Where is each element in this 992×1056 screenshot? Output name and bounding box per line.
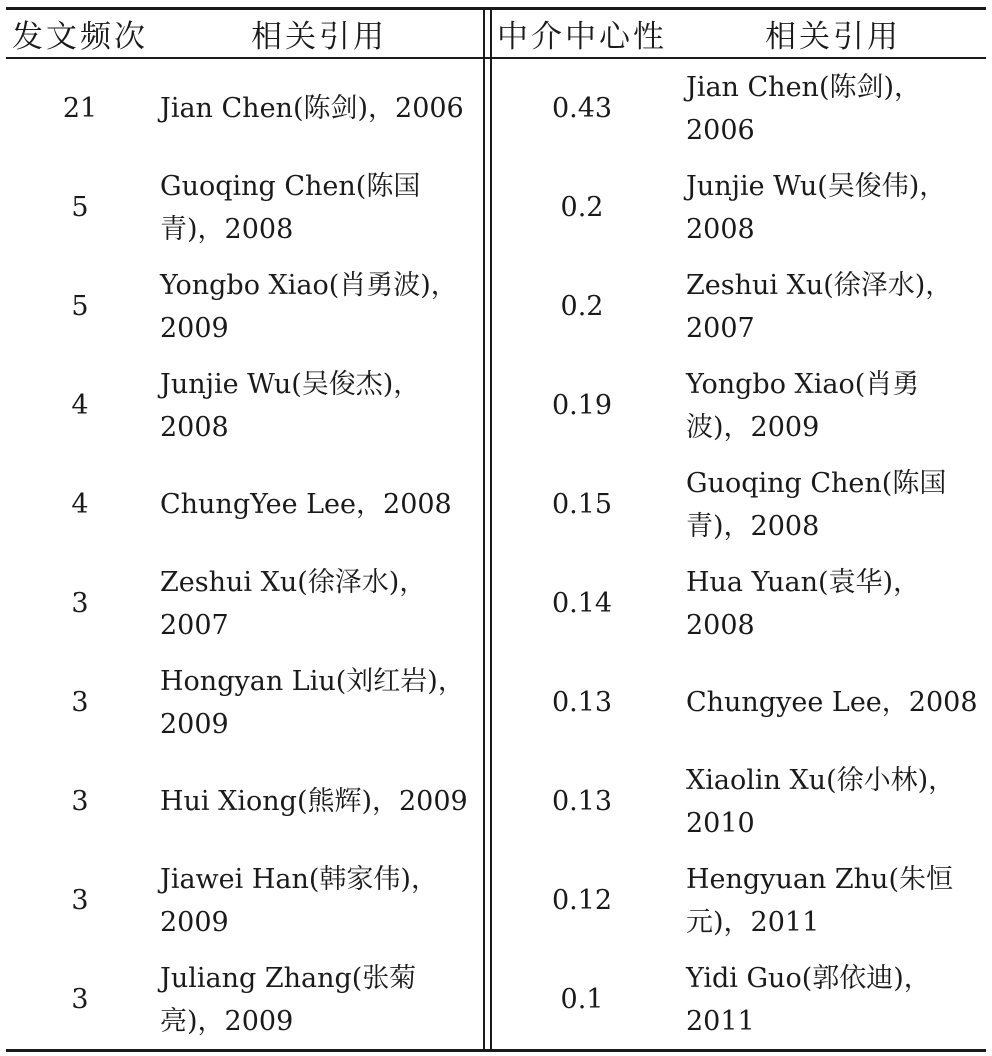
freq-cell: 5	[71, 291, 89, 322]
citation-cell: Chungyee Lee，2008	[686, 687, 978, 718]
table-row	[6, 950, 986, 1049]
citation-cell: Guoqing Chen(陈国青)，2008	[160, 170, 421, 245]
table-row	[6, 653, 986, 752]
table-row	[6, 752, 986, 851]
freq-cell: 4	[71, 489, 89, 520]
centrality-cell: 0.13	[551, 687, 613, 718]
header-frequency: 发文频次	[12, 19, 148, 55]
header-centrality: 中介中心性	[497, 19, 667, 55]
centrality-cell: 0.15	[551, 489, 613, 520]
centrality-cell: 0.13	[551, 786, 613, 817]
citation-cell: Jian Chen(陈剑)，2006	[686, 71, 922, 146]
centrality-cell: 0.19	[551, 390, 613, 421]
citation-cell: Yidi Guo(郭依迪)，2011	[686, 962, 931, 1037]
centrality-cell: 0.14	[551, 588, 613, 619]
citation-cell: Jiawei Han(韩家伟)，2009	[160, 863, 438, 938]
table-row	[6, 257, 986, 356]
citation-cell: Hongyan Liu(刘红岩)，2009	[160, 665, 465, 740]
citation-cell: Yongbo Xiao(肖勇波)，2009	[686, 368, 920, 443]
citation-cell: Jian Chen(陈剑)，2006	[160, 93, 464, 124]
freq-cell: 21	[62, 93, 98, 124]
citation-cell: Yongbo Xiao(肖勇波)，2009	[160, 269, 458, 344]
table-row	[6, 57, 986, 158]
centrality-cell: 0.43	[551, 93, 613, 124]
table-row	[6, 356, 986, 455]
freq-cell: 3	[71, 786, 89, 817]
bottom-rule	[6, 1049, 986, 1052]
citation-cell: Guoqing Chen(陈国青)，2008	[686, 467, 947, 542]
citation-cell: Zeshui Xu(徐泽水)，2007	[160, 566, 427, 641]
citation-cell: Junjie Wu(吴俊伟)，2008	[686, 170, 947, 245]
centrality-cell: 0.12	[551, 885, 613, 916]
table-row	[6, 554, 986, 653]
header-citation-a: 相关引用	[251, 19, 387, 55]
citation-cell: Hua Yuan(袁华)，2008	[686, 566, 921, 641]
table-row	[6, 455, 986, 554]
citation-cell: Hui Xiong(熊辉)，2009	[160, 786, 468, 817]
table-row	[6, 158, 986, 257]
centrality-cell: 0.1	[560, 984, 604, 1015]
freq-cell: 3	[71, 885, 89, 916]
citation-cell: ChungYee Lee，2008	[160, 489, 452, 520]
citation-cell: Juliang Zhang(张菊亮)，2009	[160, 962, 417, 1037]
centrality-cell: 0.2	[560, 291, 604, 322]
citation-table	[6, 10, 986, 1049]
freq-cell: 3	[71, 588, 89, 619]
freq-cell: 4	[71, 390, 89, 421]
freq-cell: 5	[71, 192, 89, 223]
freq-cell: 3	[71, 687, 89, 718]
centrality-cell: 0.2	[560, 192, 604, 223]
citation-cell: Zeshui Xu(徐泽水)，2007	[686, 269, 953, 344]
header-citation-b: 相关引用	[765, 19, 901, 55]
citation-cell: Hengyuan Zhu(朱恒元)，2011	[686, 863, 953, 938]
citation-cell: Junjie Wu(吴俊杰)，2008	[160, 368, 421, 443]
table-row	[6, 851, 986, 950]
freq-cell: 3	[71, 984, 89, 1015]
citation-cell: Xiaolin Xu(徐小林)，2010	[686, 764, 956, 839]
header-row	[6, 10, 986, 57]
